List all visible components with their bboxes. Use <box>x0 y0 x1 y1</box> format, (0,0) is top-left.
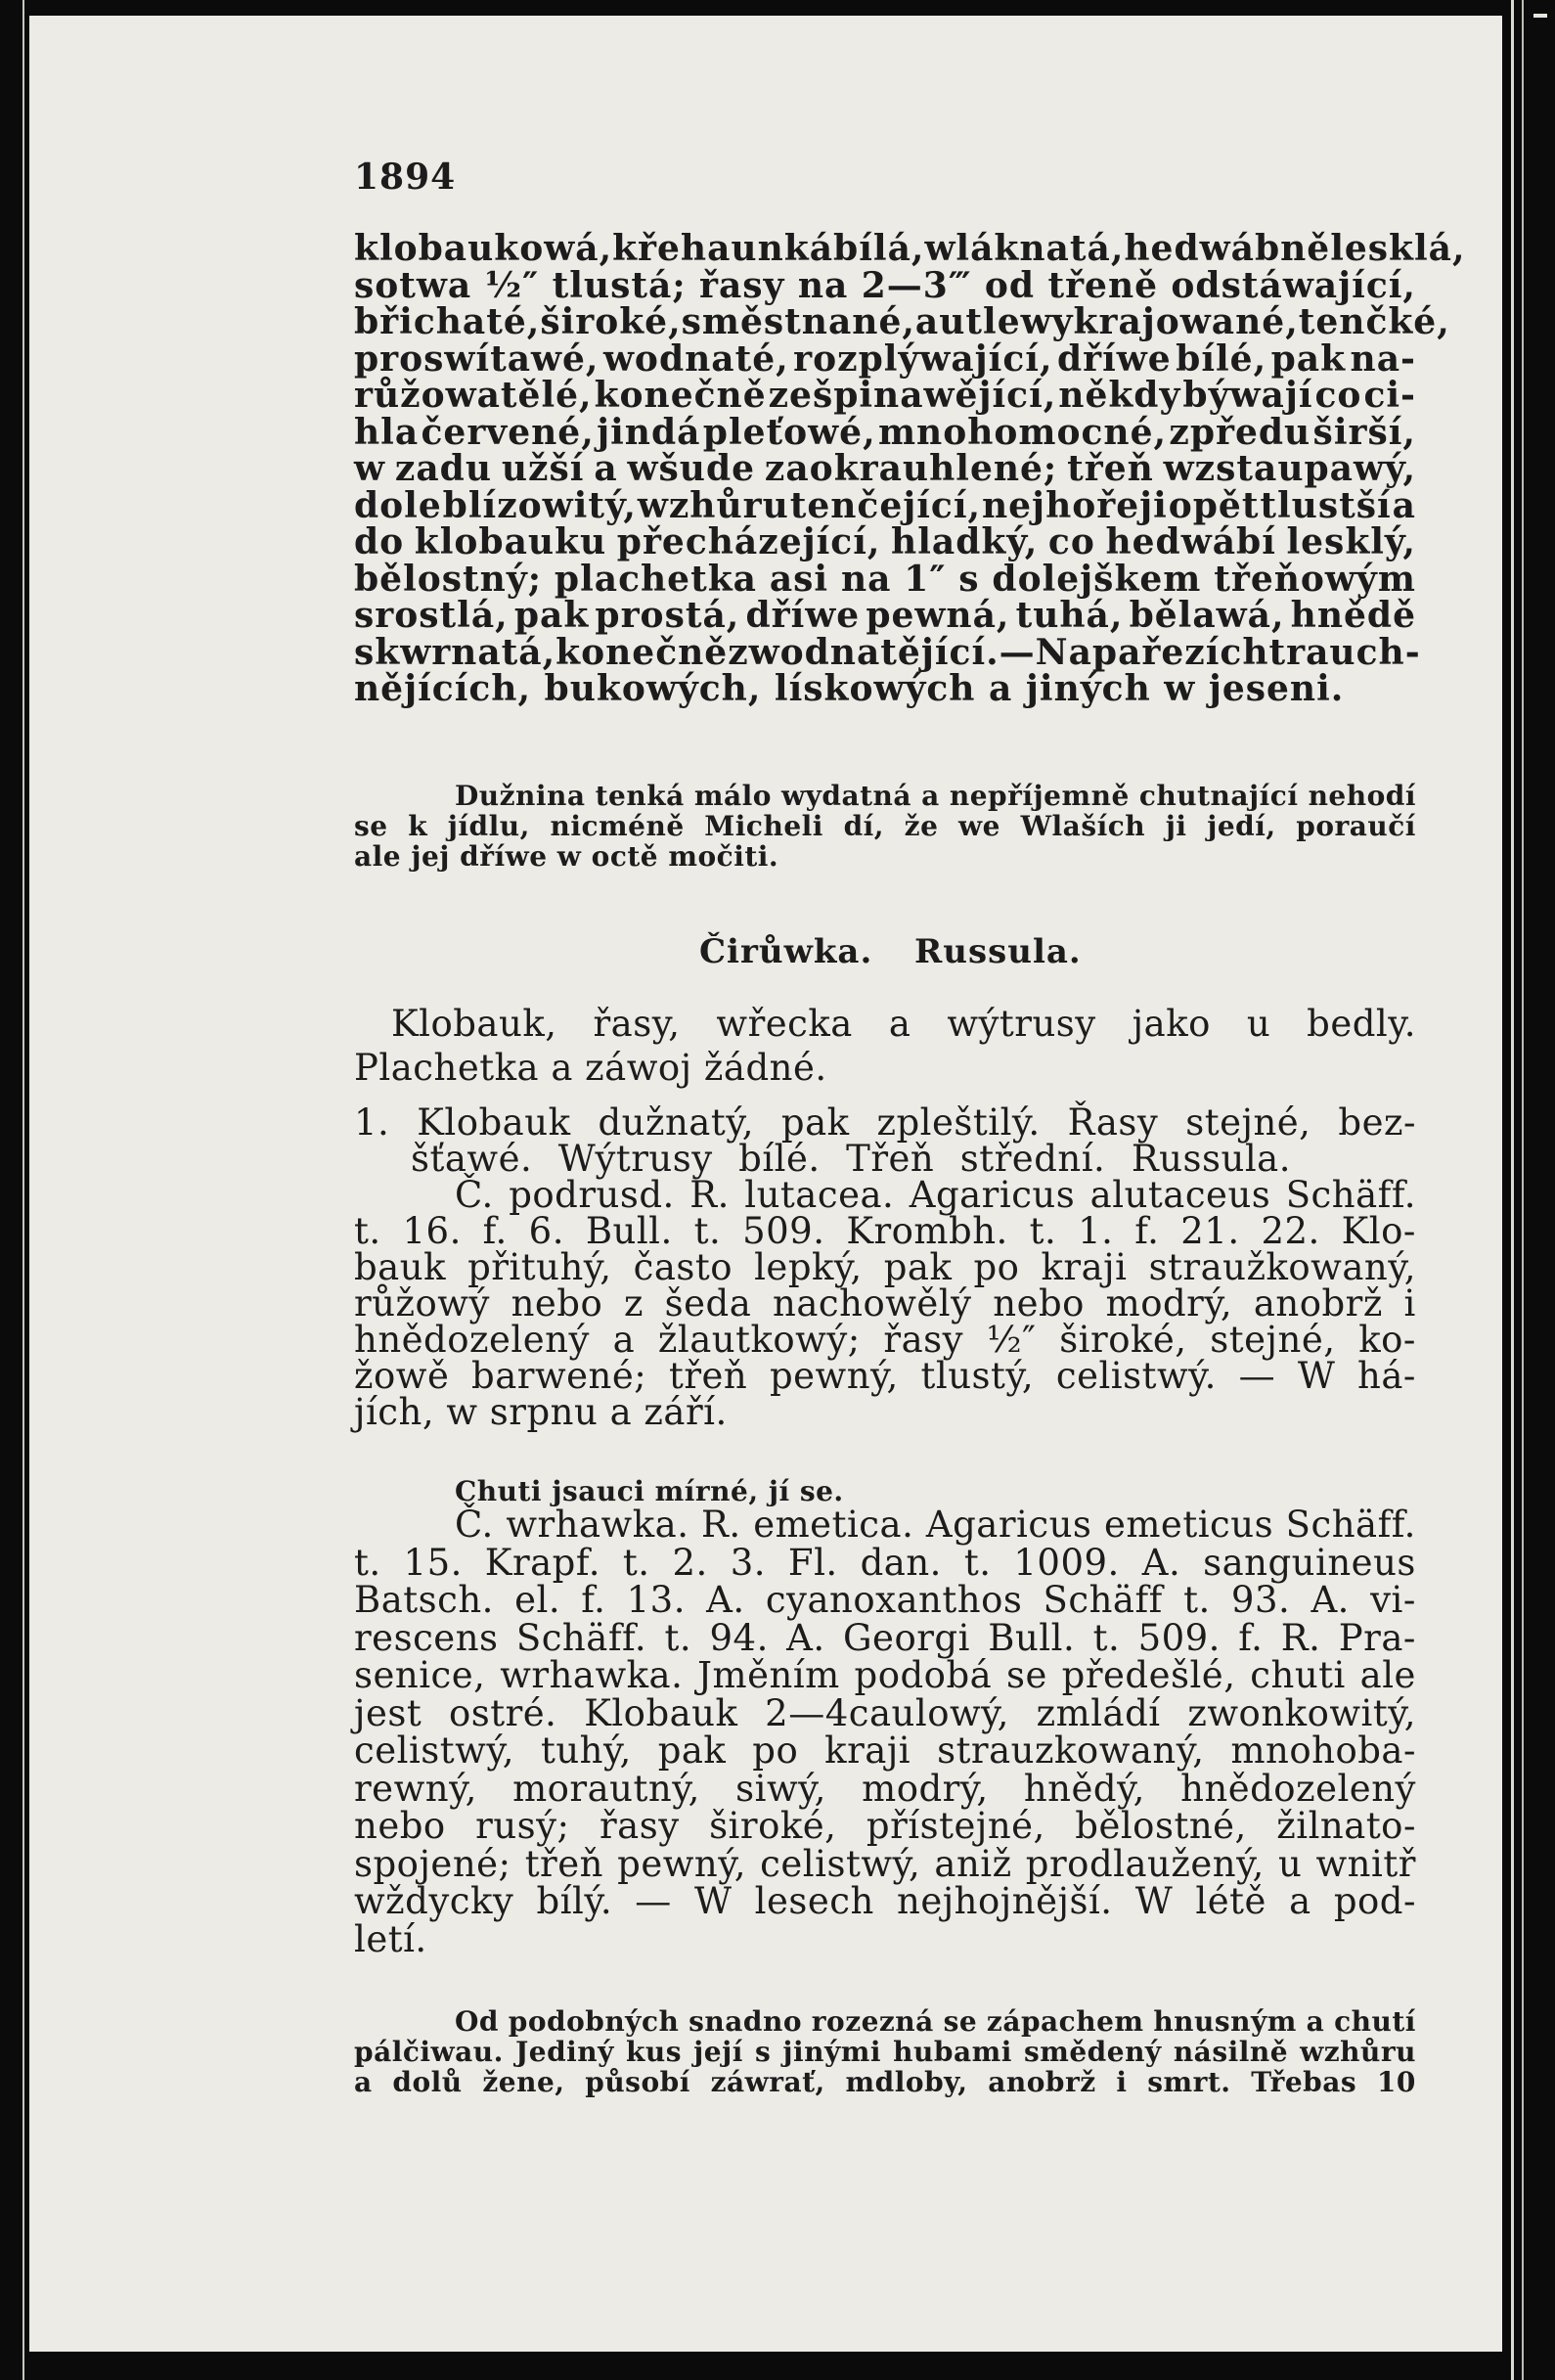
text-line: pálčiwau. Jediný kus její s jinými hubami smědený násilně wzhůru <box>354 2036 1416 2068</box>
text-line: dole blízowitý, wzhůru tenčející, nejhořeji opět tlustší a <box>354 484 1416 526</box>
text-line: t. 16. f. 6. Bull. t. 509. Krombh. t. 1. f. 21. 22. Klo- <box>354 1210 1416 1252</box>
scan-corner-mark <box>1533 14 1547 18</box>
page-edge-line <box>1511 0 1514 2380</box>
text-line: Č. podrusd. R. lutacea. Agaricus alutaceus Schäff. <box>455 1174 1416 1216</box>
text-line: Plachetka a záwoj žádné. <box>354 1047 827 1089</box>
text-line: klobaukowá, křehaunká bílá, wláknatá, hedwábně lesklá, <box>354 228 1466 269</box>
text-line: Klobauk, řasy, wřecka a wýtrusy jako u bedly. <box>391 1003 1416 1045</box>
text-line: spojené; třeň pewný, celistwý, aniž prodlaužený, u wnitř <box>354 1842 1416 1885</box>
text-line: růžowý nebo z šeda nachowělý nebo modrý, anobrž i <box>354 1282 1416 1325</box>
text-line: Dužnina tenká málo wydatná a nepříjemně chutnající nehodí <box>455 780 1416 812</box>
scan-left-edge <box>22 0 24 2380</box>
text-line: nebo rusý; řasy široké, přístejné, bělostné, žilnato- <box>354 1805 1416 1847</box>
text-line: ale jej dříwe w octě močiti. <box>354 840 779 873</box>
text-line: rescens Schäff. t. 94. A. Georgi Bull. t. 509. f. R. Pra- <box>354 1616 1416 1659</box>
text-line: a dolů žene, působí záwrať, mdloby, anobrž i smrt. Třebas 10 <box>354 2066 1416 2098</box>
text-line: 1. Klobauk dužnatý, pak zpleštilý. Řasy stejné, bez- <box>354 1101 1416 1144</box>
text-line: nějících, bukowých, lískowých a jiných w jeseni. <box>354 668 1345 709</box>
text-line: bauk přituhý, často lepký, pak po kraji straužkowaný, <box>354 1246 1416 1288</box>
text-line: rewný, morautný, siwý, modrý, hnědý, hnědozelený <box>354 1767 1416 1810</box>
text-line: žowě barwené; třeň pewný, tlustý, celistwý. — W há- <box>354 1355 1416 1397</box>
text-line: Od podobných snadno rozezná se zápachem hnusným a chutí <box>455 2005 1416 2038</box>
page-number: 1894 <box>354 157 457 198</box>
section-heading-latin: Russula. <box>914 932 1082 971</box>
text-line: Č. wrhawka. R. emetica. Agaricus emeticus Schäff. <box>455 1504 1416 1546</box>
text-line: w zadu užší a wšude zaokrauhlené; třeň wzstaupawý, <box>354 448 1416 489</box>
text-line: šťawé. Wýtrusy bílé. Třeň střední. Russula. <box>411 1138 1291 1180</box>
text-line: jích, w srpnu a září. <box>354 1391 728 1433</box>
text-line: letí. <box>354 1917 427 1960</box>
text-line: proswítawé, wodnaté, rozplýwající, dříwe bílé, pak na- <box>354 337 1416 380</box>
text-line: sotwa ½″ tlustá; řasy na 2—3‴ od třeně odstáwající, <box>354 264 1416 306</box>
page-edge-line <box>1522 0 1524 2380</box>
text-line: wždycky bílý. — W lesech nejhojnější. W létě a pod- <box>354 1880 1416 1922</box>
text-line: celistwý, tuhý, pak po kraji strauzkowaný, mnohoba- <box>354 1729 1416 1772</box>
text-line: do klobauku přecházející, hladký, co hedwábí lesklý, <box>354 521 1416 562</box>
note-paragraph-2: Chuti jsauci mírné, jí se. <box>455 1475 844 1507</box>
text-line: růžowatělé, konečně zešpinawějící, někdy býwají co ci- <box>354 375 1416 416</box>
text-line: srostlá, pak prostá, dříwe pewná, tuhá, bělawá, hnědě <box>354 595 1416 636</box>
text-line: hnědozelený a žlautkowý; řasy ½″ široké, stejné, ko- <box>354 1319 1416 1361</box>
text-line: bělostný; plachetka asi na 1″ s dolejškem třeňowým <box>354 558 1416 600</box>
text-line: břichaté, široké, směstnané, autle wykrajowané, tenčké, <box>354 301 1450 342</box>
section-heading-czech: Čirůwka. <box>699 932 873 971</box>
text-line: Batsch. el. f. 13. A. cyanoxanthos Schäff t. 93. A. vi- <box>354 1579 1416 1621</box>
text-line: jest ostré. Klobauk 2—4caulowý, zmládí zwonkowitý, <box>354 1691 1416 1734</box>
text-line: senice, wrhawka. Jměním podobá se předešlé, chuti ale <box>354 1654 1416 1696</box>
text-line: hla červené, jindá pleťowé, mnohomocné, zpředu širší, <box>354 411 1416 453</box>
text-line: t. 15. Krapf. t. 2. 3. Fl. dan. t. 1009. A. sanguineus <box>354 1541 1416 1584</box>
text-line: skwrnatá, konečně zwodnatějící. — Na pařezích trauch- <box>354 631 1421 673</box>
text-line: se k jídlu, nicméně Micheli dí, že we Wlaších ji jedí, poraučí <box>354 810 1416 842</box>
